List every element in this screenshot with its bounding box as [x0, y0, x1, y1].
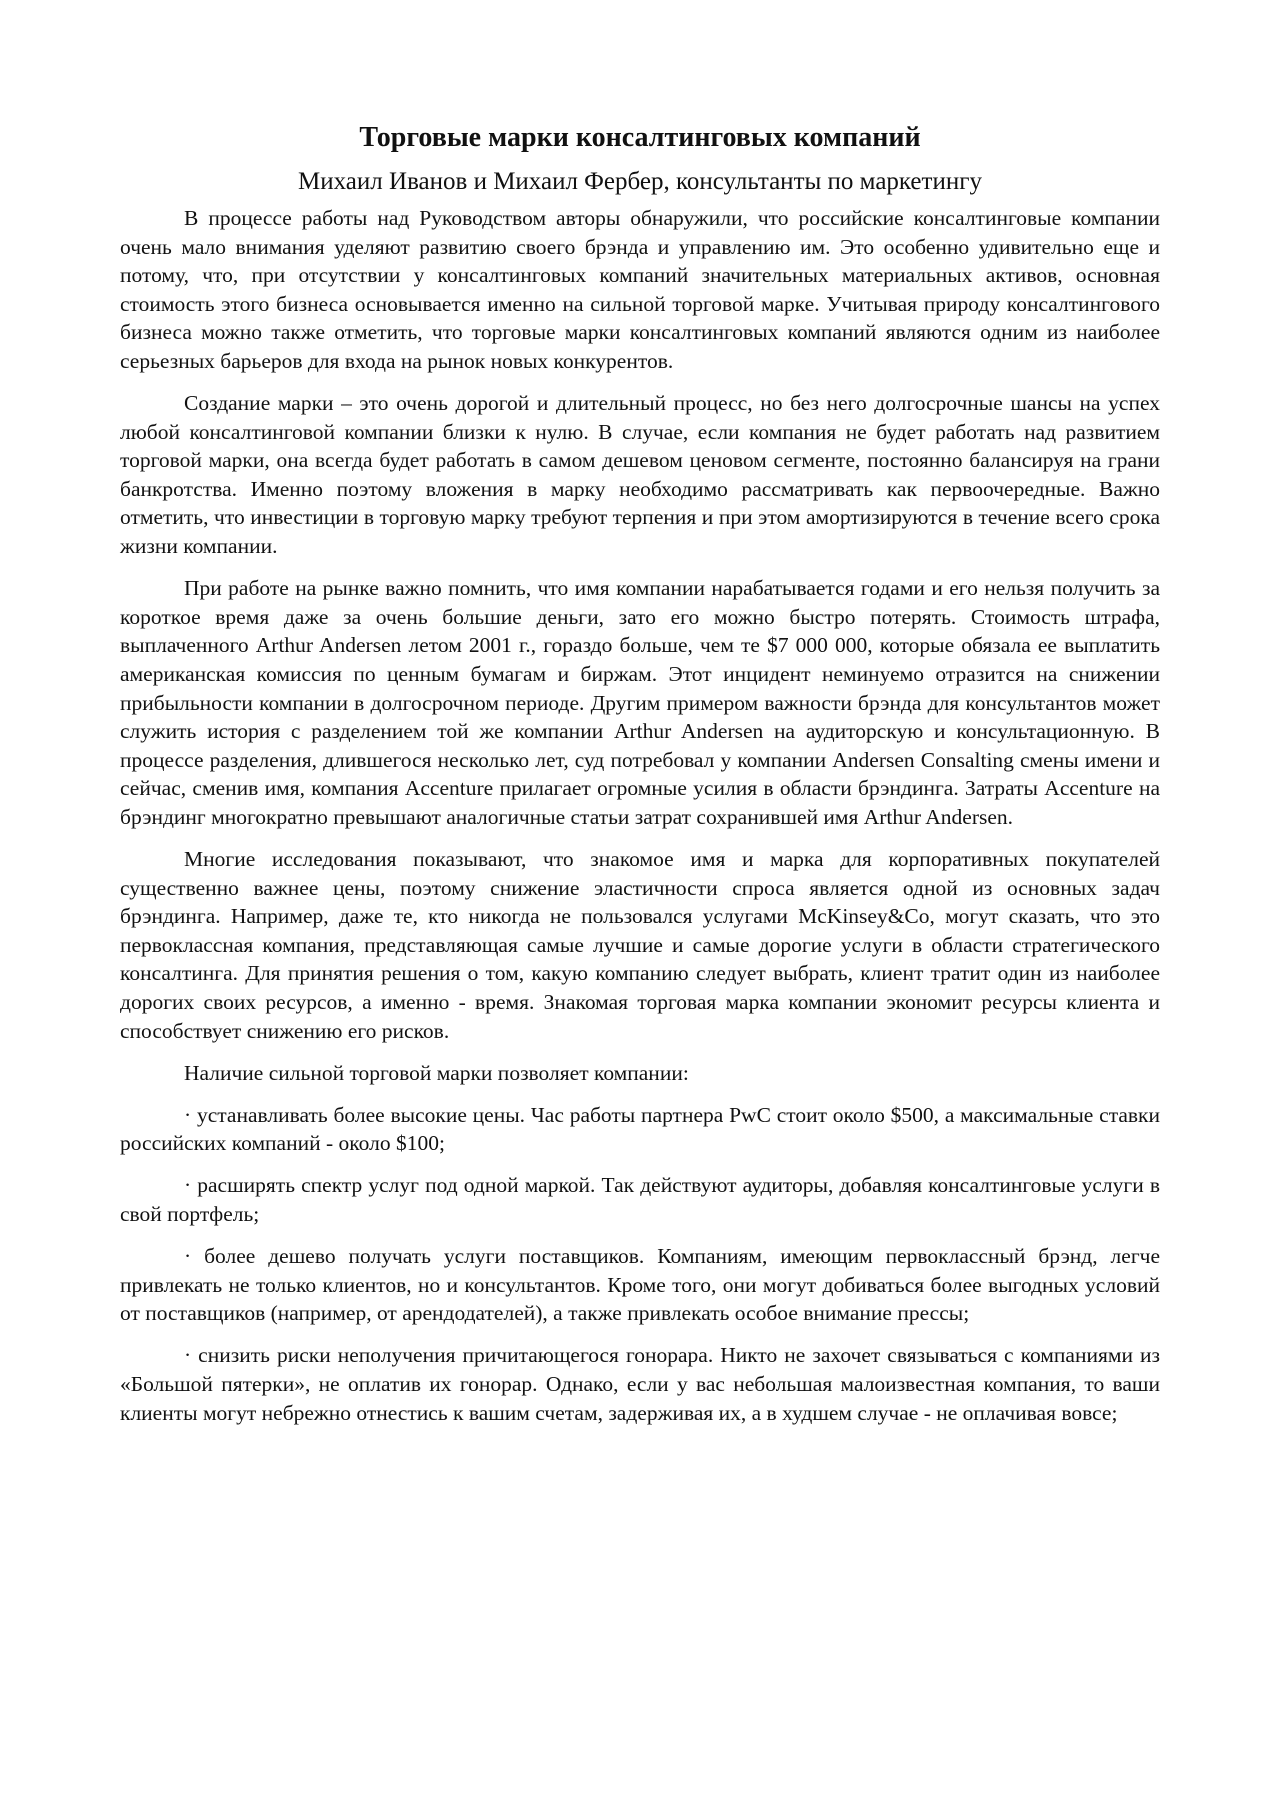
paragraph-intro: В процессе работы над Руководством авторы обнаружили, что российские консалтинговые компании очень мало внимания уделяют развитию своего брэнда и управлению им. Это особенно удивительно еще и потому, что, при отсутствии у консалтинговых компаний значительных материальных активов, основная стоимость этого бизнеса основывается именно на сильной торговой марке. Учитывая природу консалтингового бизнеса можно также отметить, что торговые марки консалтинговых компаний являются одним из наиболее серьезных барьеров для входа на рынок новых конкурентов.: [120, 206, 1160, 373]
paragraph-list-intro: Наличие сильной торговой марки позволяет компании:: [184, 1060, 689, 1085]
document-page: [120, 118, 1160, 1441]
list-item-prices: · устанавливать более высокие цены. Час работы партнера PwC стоит около $500, а максимальные ставки российских компаний - около $100;: [120, 1102, 1160, 1156]
paragraph-brand-creation: Создание марки – это очень дорогой и длительный процесс, но без него долгосрочные шансы на успех любой консалтинговой компании близки к нулю. В случае, если компания не будет работать над развитием торговой марки, она всегда будет работать в самом дешевом ценовом сегменте, постоянно балансируя на грани банкротства. Именно поэтому вложения в марку необходимо рассматривать как первоочередные. Важно отметить, что инвестиции в торговую марку требуют терпения и при этом амортизируются в течение всего срока жизни компании.: [120, 391, 1160, 559]
paragraph-research: Многие исследования показывают, что знакомое имя и марка для корпоративных покупателей существенно важнее цены, поэтому снижение эластичности спроса является одной из основных задач брэндинга. Например, даже те, кто никогда не пользовался услугами McKinsey&Co, могут сказать, что это первоклассная компания, представляющая самые лучшие и самые дорогие услуги в области стратегического консалтинга. Для принятия решения о том, какую компанию следует выбрать, клиент тратит один из наиболее дорогих своих ресурсов, а именно - время. Знакомая торговая марка компании экономит ресурсы клиента и способствует снижению его рисков.: [120, 846, 1160, 1043]
list-item-suppliers: · более дешево получать услуги поставщиков. Компаниям, имеющим первоклассный брэнд, легче привлекать не только клиентов, но и консультантов. Кроме того, они могут добиваться более выгодных условий от поставщиков (например, от арендодателей), а также привлекать особое внимание прессы;: [120, 1244, 1160, 1326]
document-subtitle: Михаил Иванов и Михаил Фербер, консультанты по маркетингу: [298, 168, 982, 195]
list-item-risks: · снизить риски неполучения причитающегося гонорара. Никто не захочет связываться с компаниями из «Большой пятерки», не оплатив их гонорар. Однако, если у вас небольшая малоизвестная компания, то ваши клиенты могут небрежно отнестись к вашим счетам, задерживая их, а в худшем случае - не оплачивая вовсе;: [120, 1343, 1160, 1425]
document-title: Торговые марки консалтинговых компаний: [359, 122, 921, 153]
list-item-services: · расширять спектр услуг под одной маркой. Так действуют аудиторы, добавляя консалтинговые услуги в свой портфель;: [120, 1173, 1160, 1226]
paragraph-arthur-andersen: При работе на рынке важно помнить, что имя компании нарабатывается годами и его нельзя получить за короткое время даже за очень большие деньги, зато его можно быстро потерять. Стоимость штрафа, выплаченного Arthur Andersen летом 2001 г., гораздо больше, чем те $7 000 000, которые обязала ее выплатить американская комиссия по ценным бумагам и биржам. Этот инцидент неминуемо отразится на снижении прибыльности компании в долгосрочном периоде. Другим примером важности брэнда для консультантов может служить история с разделением той же компании Arthur Andersen на аудиторскую и консультационную. В процессе разделения, длившегося несколько лет, суд потребовал у компании Andersen Consalting смены имени и сейчас, сменив имя, компания Accenture прилагает огромные усилия в области брэндинга. Затраты Accenture на брэндинг многократно превышают аналогичные статьи затрат сохранившей имя Arthur Andersen.: [120, 576, 1160, 829]
